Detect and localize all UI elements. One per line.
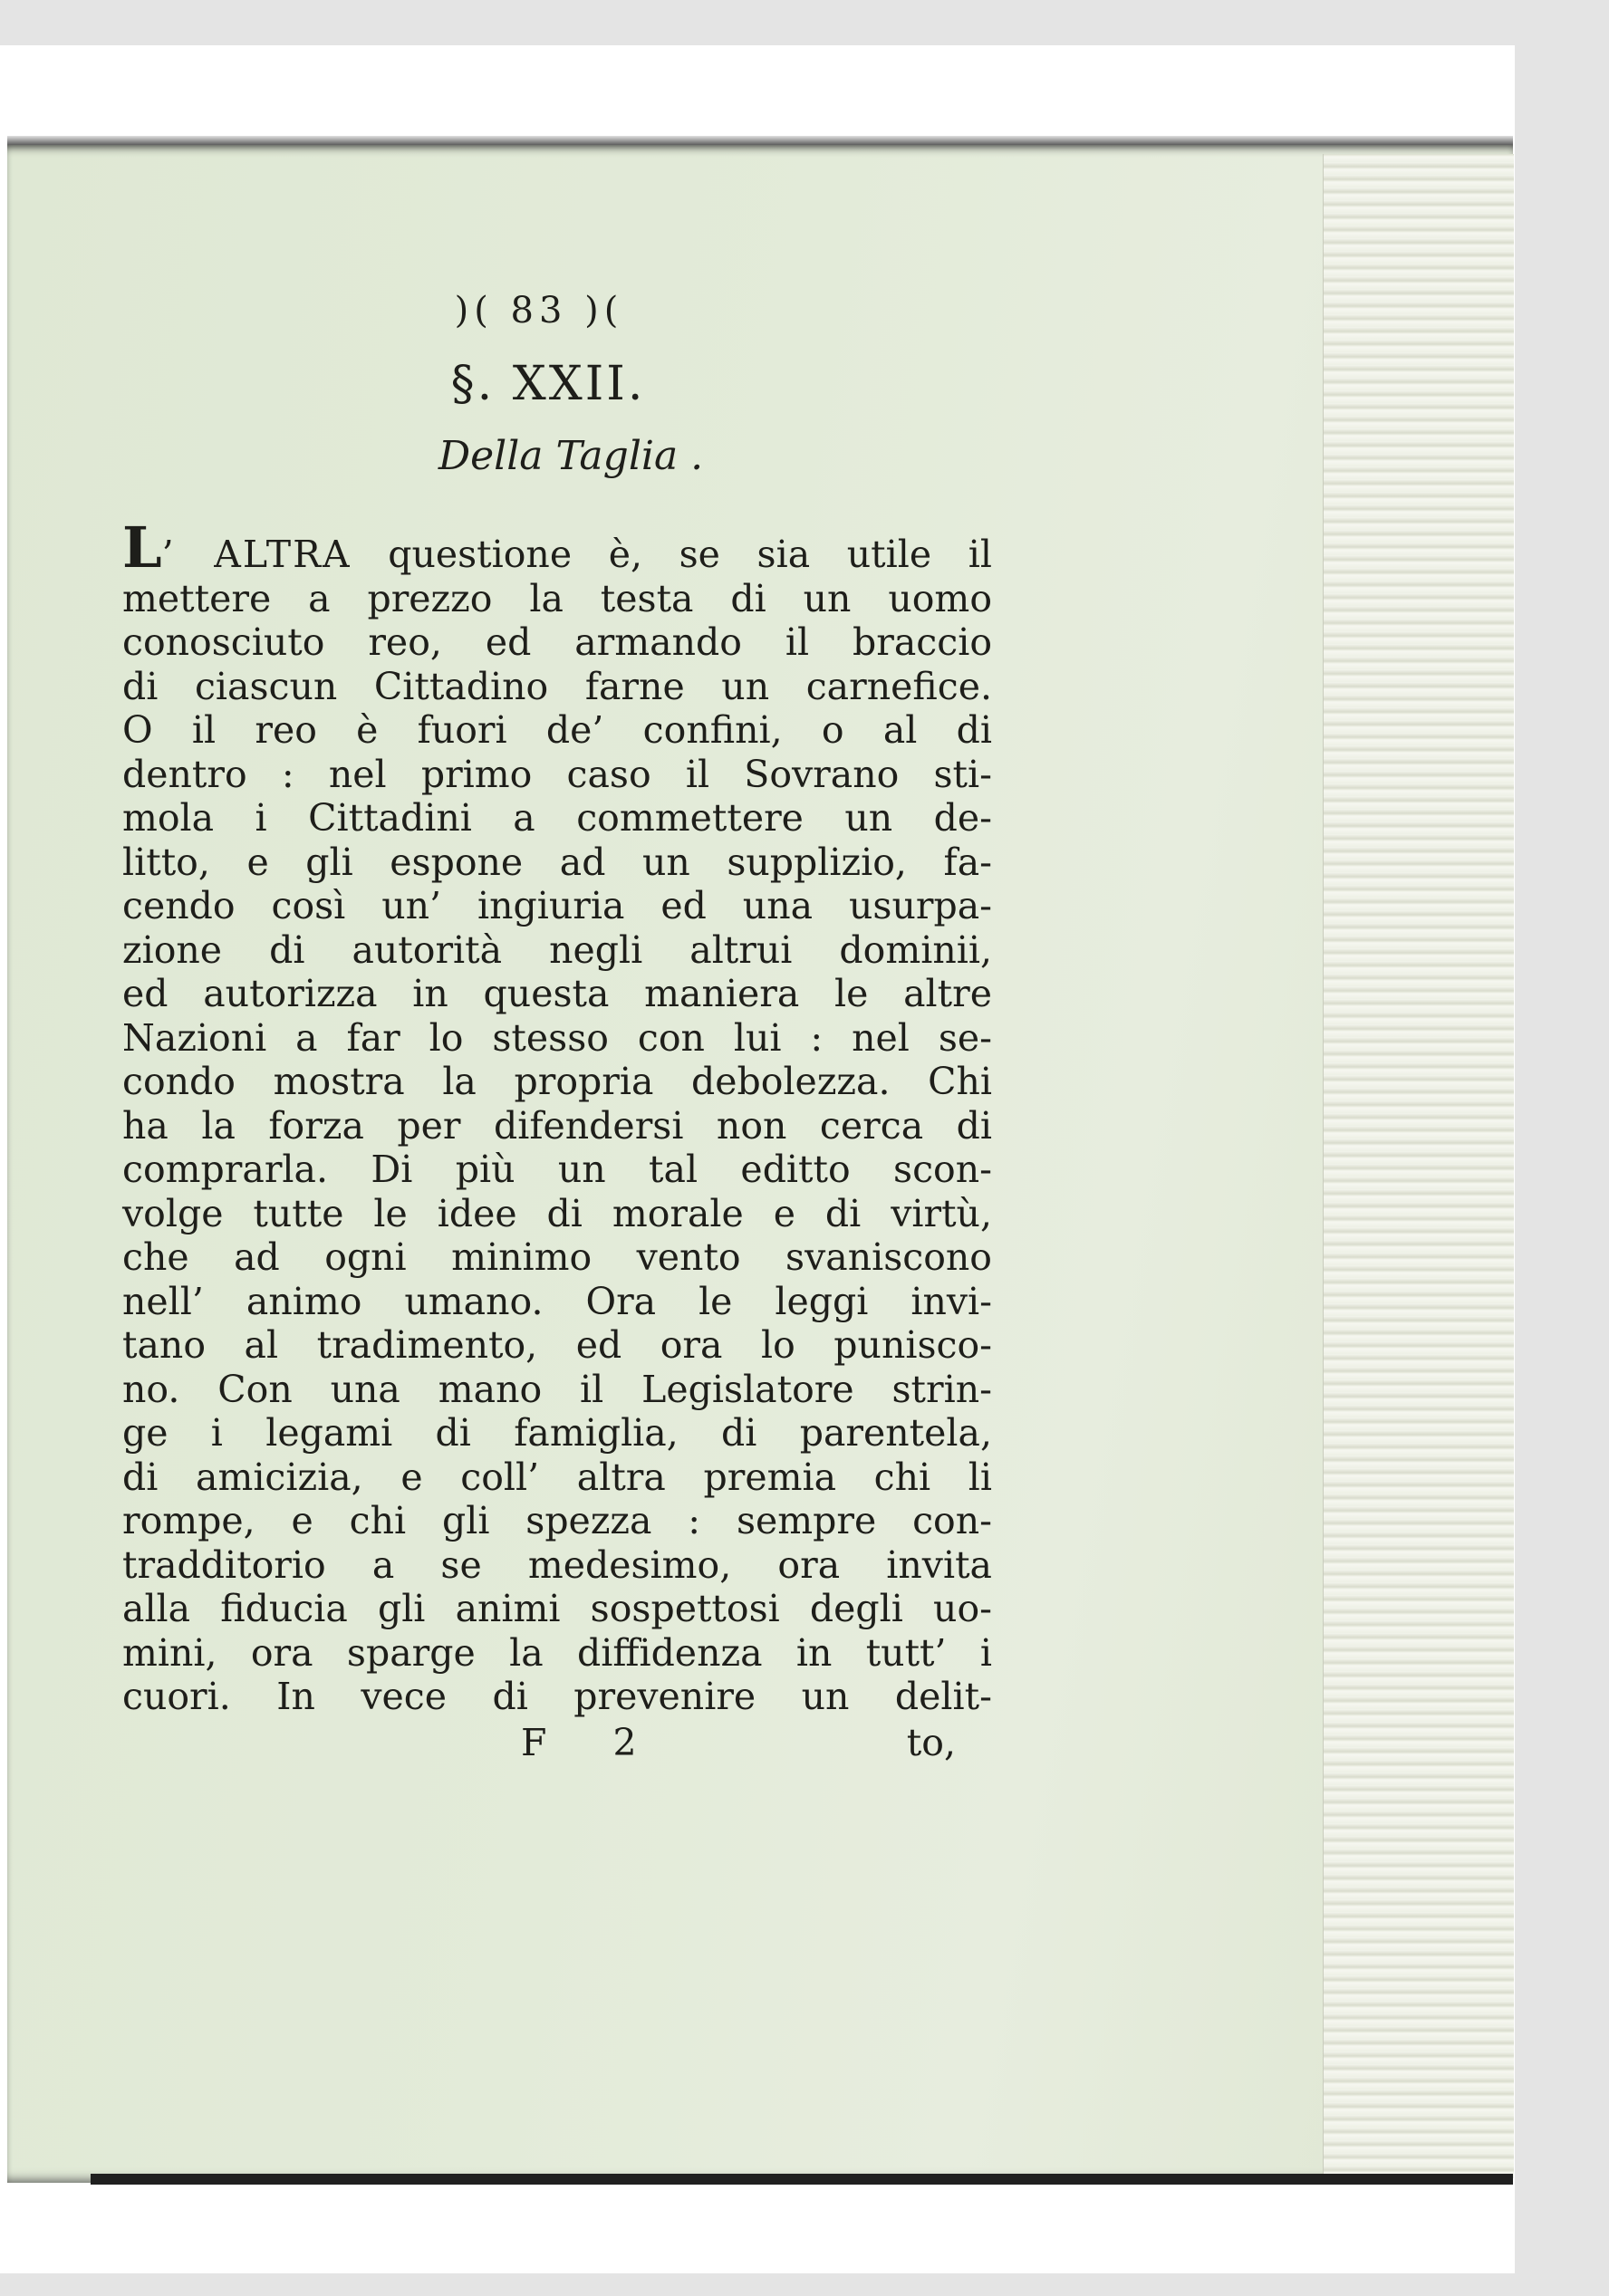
catchword: to, — [906, 1720, 956, 1764]
text-line: no. Con una mano il Legislatore strin- — [122, 1367, 992, 1411]
text-line: litto, e gli espone ad un supplizio, fa- — [122, 840, 992, 884]
text-line: ge i legami di famiglia, di parentela, — [122, 1411, 992, 1455]
text-line: di ciascun Cittadino farne un carnefice. — [122, 664, 992, 708]
text-line: tano al tradimento, ed ora lo punisco- — [122, 1323, 992, 1367]
text-line: conosciuto reo, ed armando il braccio — [122, 620, 992, 664]
first-word-rest: ’ ALTRA — [161, 533, 352, 576]
text-line: Nazioni a far lo stesso con lui : nel se- — [122, 1015, 992, 1060]
text-line: nell’ animo umano. Ora le leggi invi- — [122, 1279, 992, 1323]
text-line: mola i Cittadini a commettere un de- — [122, 796, 992, 840]
first-line — [122, 514, 992, 581]
text-line: mettere a prezzo la testa di un uomo — [122, 576, 992, 620]
first-line-rest: questione è, se sia utile il — [388, 533, 992, 576]
text-line: dentro : nel primo caso il Sovrano sti- — [122, 752, 992, 796]
text-line: zione di autorità negli altrui dominii, — [122, 927, 992, 972]
text-line: volge tutte le idee di morale e di virtù, — [122, 1191, 992, 1235]
text-line: tradditorio a se medesimo, ora invita — [122, 1542, 992, 1587]
text-line: comprarla. Di più un tal editto scon- — [122, 1148, 992, 1191]
page-bottom-shadow — [91, 2174, 1513, 2185]
running-head: )( 83 )( — [454, 290, 624, 331]
page-edges — [1323, 154, 1514, 2178]
signature-mark: F 2 — [521, 1720, 664, 1764]
text-line: cendo così un’ ingiuria ed una usurpa- — [122, 884, 992, 927]
section-number: §. XXII. — [450, 357, 646, 411]
text-block — [122, 290, 992, 1768]
page-footer — [122, 1721, 992, 1768]
text-line: alla fiducia gli animi sospettosi degli uo- — [122, 1587, 992, 1630]
text-line: di amicizia, e coll’ altra premia chi li — [122, 1455, 992, 1499]
text-line: mini, ora sparge la diffidenza in tutt’ i — [122, 1630, 992, 1675]
section-title: Della Taglia . — [438, 433, 704, 479]
text-line: che ad ogni minimo vento svaniscono — [122, 1235, 992, 1279]
text-line: cuori. In vece di prevenire un delit- — [122, 1675, 992, 1718]
text-line: condo mostra la propria debolezza. Chi — [122, 1060, 992, 1103]
text-line: ed autorizza in questa maniera le altre — [122, 972, 992, 1015]
text-line: ha la forza per difendersi non cerca di — [122, 1103, 992, 1148]
body-text — [122, 514, 992, 1719]
text-line: rompe, e chi gli spezza : sempre con- — [122, 1499, 992, 1542]
drop-cap: L — [122, 514, 162, 581]
text-line: O il reo è fuori de’ confini, o al di — [122, 708, 992, 752]
